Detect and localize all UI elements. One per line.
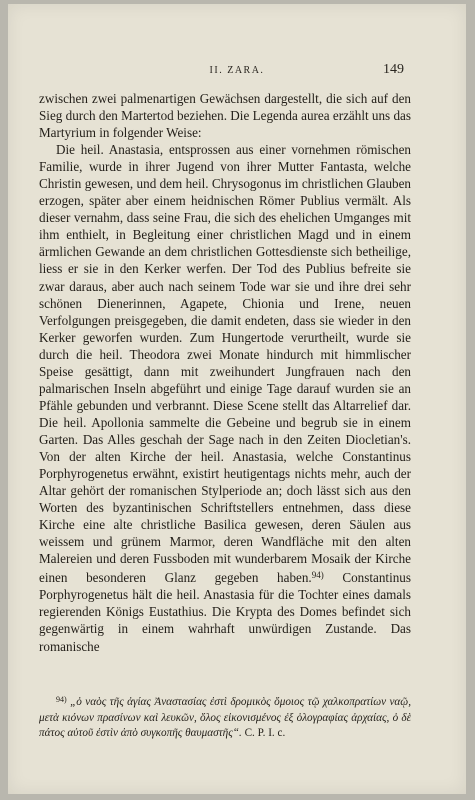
- paragraph-legend-text: Die heil. Anastasia, entsprossen aus einer vornehmen römischen Familie, wurde in ihrer Jugend von ihrer Mutter Fantasta, welche Christin gewesen, und dem heil. Chrysogonus im christlichen Glauben erzogen, später aber einem heidnischen Römer Publius vermält. Als dieser vernahm, dass seine Frau, die sich des ehelichen Umganges mit ihm enthielt, in Begleitung einer christlichen Magd und in einem ärmlichen Gewande an dem christlichen Gottesdienste sich betheilige, liess er sie in den Kerker werfen. Der Tod des Publius befreite sie zwar daraus, aber auch nach seinem Tode war sie und ihre drei sehr schönen Dienerinnen, Agapete, Chionia und Irene, neuen Verfolgungen preisgegeben, die damit endeten, dass sie wieder in den Kerker geworfen wurden. Zum Hungertode verurtheilt, wurde sie durch die heil. Theodora zwei Monate hindurch mit himmlischer Speise gesättigt, dann mit zweihundert Jungfrauen nach den palmarischen Inseln abgeführt und einige Tage darauf wurden sie an Pfähle gebunden und verbrannt. Diese Scene stellt das Altarrelief dar. Die heil. Apollonia sammelte die Gebeine und begrub sie in einem Garten. Das Alles geschah der Sage nach in den Zeiten Diocletian's. Von der alten Kirche der heil. Anastasia, welche Constantinus Porphyrogenetus erwähnt, existirt heutigentags nichts mehr, auch der Altar gehört der romanischen Stylperiode an; doch lässt sich aus den Worten des byzantinischen Schriftstellers entnehmen, dass diese Kirche eine alte christliche Basilica gewesen, deren Säulen aus weissem und grünem Marmor, deren Wandfläche mit den alten Malereien und deren Fussboden mit wunderbarem Mosaik der Kirche einen besonderen Glanz gegeben haben.: [39, 142, 411, 586]
- book-page: [8, 4, 466, 794]
- paragraph-legend: [39, 141, 411, 654]
- footnote-greek-text: „ὁ ναὸς τῆς ἁγίας Ἀναστασίας ἐστὶ δρομικὸς ὅμοιος τῷ χαλκοπρατίων ναῷ, μετὰ κιόνων πρασίνων καὶ λευκῶν, ὅλος εἰκονισμένος ἐξ ὁλογραφίας ἀρχαίας, ὁ δὲ πάτος αὐτοῦ ἐστὶν ἀπὸ συγκοπῆς θαυμαστῆς“.: [39, 696, 411, 739]
- footnote: [39, 692, 411, 742]
- section-title: II. ZARA.: [209, 65, 265, 76]
- page-number: 149: [383, 62, 404, 77]
- paragraph-intro: zwischen zwei palmenartigen Gewächsen dargestellt, die sich auf den Sieg durch den Martertod beziehen. Die Legenda aurea erzählt uns das Martyrium in folgender Weise:: [39, 91, 411, 141]
- paragraph-legend-continuation: Constantinus Porphyrogenetus hält die heil. Anastasia für die Tochter eines damals regierenden Königs Eustathius. Die Krypta des Domes befindet sich gegenwärtig in einem wahrhaft unwürdigen Zustande. Das romanische: [39, 570, 411, 654]
- footnote-number: 94): [56, 695, 67, 704]
- footnote-citation: C. P. I. c.: [244, 727, 286, 739]
- body-text: [39, 90, 411, 655]
- footnote-reference: 94): [311, 570, 324, 581]
